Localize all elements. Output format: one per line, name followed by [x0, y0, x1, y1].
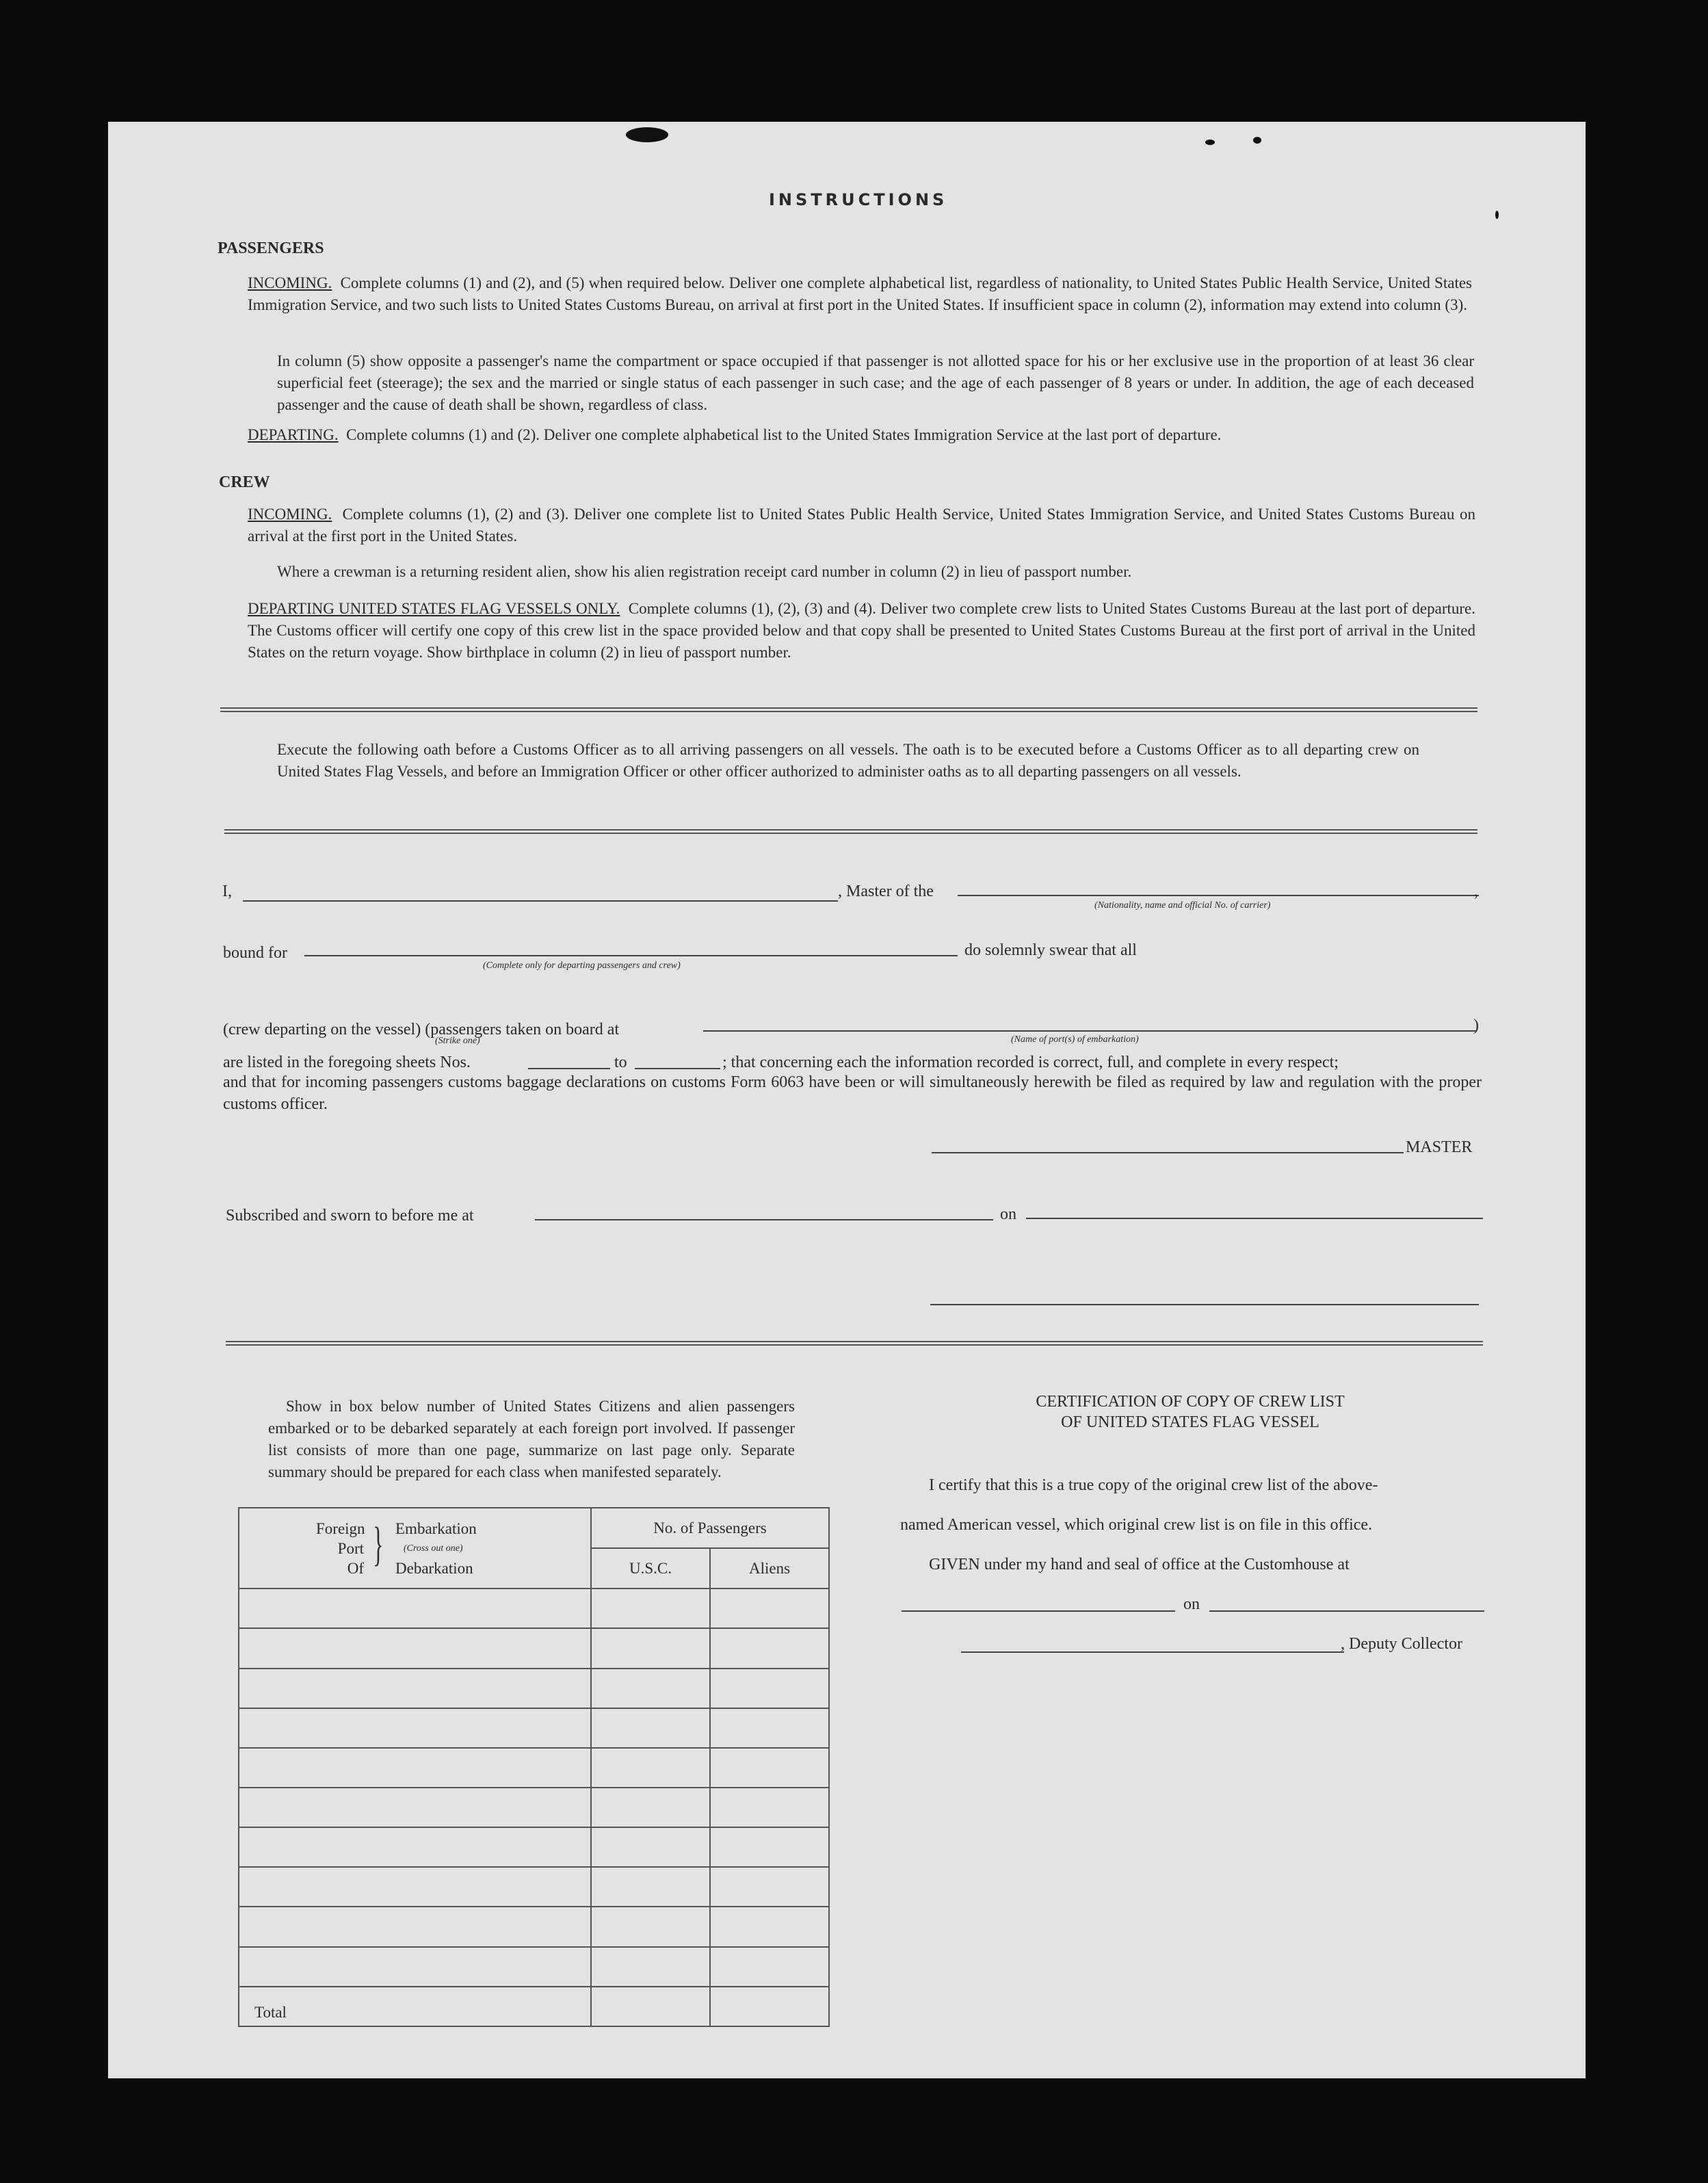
- oath-instruction: [277, 739, 1419, 783]
- aliens-cell[interactable]: [710, 1788, 829, 1827]
- subscribed-label: Subscribed and sworn to before me at: [226, 1207, 474, 1225]
- certification-line-3: GIVEN under my hand and seal of office at the Customhouse at: [929, 1556, 1350, 1573]
- crew-incoming: [248, 504, 1475, 547]
- divider: [226, 1341, 1483, 1346]
- aliens-cell[interactable]: [710, 1628, 829, 1668]
- passengers-incoming: [248, 272, 1472, 316]
- table-row: [239, 1589, 829, 1628]
- sheet-from-field[interactable]: [528, 1068, 610, 1069]
- usc-cell[interactable]: [591, 1907, 710, 1946]
- usc-cell[interactable]: [591, 1947, 710, 1987]
- aliens-cell[interactable]: [710, 1827, 829, 1867]
- resident-text: Where a crewman is a returning resident alien, show his alien registration receipt card number in column (2) in lieu of passport number.: [277, 563, 1132, 580]
- listed-rest: ; that concerning each the information recorded is correct, full, and complete in every respect;: [722, 1054, 1339, 1071]
- port-cell[interactable]: [239, 1827, 591, 1867]
- tear-mark: [626, 127, 668, 142]
- nationality-note: (Nationality, name and official No. of carrier): [1094, 900, 1271, 911]
- crew-heading: CREW: [219, 473, 270, 491]
- close-paren: ): [1473, 1017, 1479, 1034]
- foreign-label: Foreign: [316, 1520, 365, 1538]
- subscribed-date-field[interactable]: [1026, 1218, 1483, 1219]
- subscribed-place-field[interactable]: [535, 1219, 993, 1220]
- certification-title-1: CERTIFICATION OF COPY OF CREW LIST: [1036, 1393, 1345, 1411]
- master-label: MASTER: [1406, 1138, 1473, 1156]
- crew-departing-text: (crew departing on the vessel) (passengers taken on board at: [223, 1021, 620, 1038]
- on-label: on: [1000, 1205, 1016, 1223]
- crew-resident: [277, 561, 1474, 583]
- port-cell[interactable]: [239, 1628, 591, 1668]
- table-row: [239, 1669, 829, 1708]
- certification-title-2: OF UNITED STATES FLAG VESSEL: [1061, 1413, 1319, 1431]
- debarkation-label: Debarkation: [395, 1560, 473, 1578]
- port-field[interactable]: [703, 1030, 1476, 1032]
- crew-departing-text: Complete columns (1), (2), (3) and (4). Deliver two complete crew lists to United States Customs Bureau at the last port of departure. The Customs officer will certify one copy of this crew list in the space provided below and that copy shall be presented to United States Customs Bureau at the first port of arrival in the United States on the return voyage. Show birthplace in column (2) in lieu of passport number.: [248, 600, 1476, 661]
- port-label: Port: [337, 1540, 364, 1558]
- table-row: [239, 1708, 829, 1748]
- aliens-cell[interactable]: [710, 1907, 829, 1946]
- cross-out-note: (Cross out one): [404, 1543, 463, 1554]
- usc-total-cell[interactable]: [591, 1987, 710, 2026]
- certification-line-1: I certify that this is a true copy of the original crew list of the above-: [929, 1476, 1378, 1494]
- usc-cell[interactable]: [591, 1628, 710, 1668]
- table-row: [239, 1947, 829, 1987]
- usc-cell[interactable]: [591, 1708, 710, 1748]
- aliens-cell[interactable]: [710, 1867, 829, 1907]
- crew-incoming-text: Complete columns (1), (2) and (3). Deliver one complete list to United States Public Health Service, United States Immigration Service, and United States Customs Bureau on arrival at the first port in the United States.: [248, 506, 1475, 545]
- speck: [1205, 140, 1215, 145]
- listed-prefix: are listed in the foregoing sheets Nos.: [223, 1054, 471, 1071]
- bound-for-field[interactable]: [304, 955, 958, 956]
- port-cell[interactable]: [239, 1867, 591, 1907]
- listed-cont: and that for incoming passengers customs baggage declarations on customs Form 6063 have been or will simultaneously herewith be filed as required by law and regulation with the proper customs officer.: [223, 1073, 1482, 1113]
- total-row: [239, 1987, 829, 2026]
- table-row: [239, 1628, 829, 1668]
- port-cell[interactable]: [239, 1788, 591, 1827]
- port-cell[interactable]: [239, 1907, 591, 1946]
- usc-cell[interactable]: [591, 1748, 710, 1788]
- brace-icon: }: [373, 1518, 384, 1571]
- port-cell[interactable]: [239, 1589, 591, 1628]
- strike-one-note: (Strike one): [435, 1036, 480, 1046]
- comma: ,: [1474, 883, 1478, 900]
- passengers-departing: [248, 424, 1472, 446]
- table-row: [239, 1748, 829, 1788]
- cert-date-field[interactable]: [1209, 1610, 1484, 1612]
- table-row: [239, 1788, 829, 1827]
- officer-signature-line[interactable]: [930, 1304, 1479, 1305]
- aliens-cell[interactable]: [710, 1748, 829, 1788]
- port-cell[interactable]: [239, 1947, 591, 1987]
- crew-departing-label: DEPARTING UNITED STATES FLAG VESSELS ONLY.: [248, 600, 620, 617]
- divider: [220, 707, 1477, 712]
- deputy-signature-line[interactable]: [961, 1651, 1344, 1653]
- departing-label: DEPARTING.: [248, 426, 339, 443]
- divider: [224, 829, 1477, 834]
- complete-only-note: (Complete only for departing passengers and crew): [483, 960, 681, 971]
- aliens-total-cell[interactable]: [710, 1987, 829, 2026]
- port-cell[interactable]: [239, 1708, 591, 1748]
- aliens-header: Aliens: [710, 1548, 829, 1589]
- departing-text: Complete columns (1) and (2). Deliver one complete alphabetical list to the United States Immigration Service at the last port of departure.: [346, 426, 1222, 443]
- cert-on-label: on: [1183, 1595, 1200, 1613]
- page-title: INSTRUCTIONS: [769, 190, 948, 209]
- table-row: [239, 1867, 829, 1907]
- passengers-heading: PASSENGERS: [218, 239, 324, 257]
- summary-instruction: [268, 1396, 795, 1483]
- master-name-field[interactable]: [243, 900, 838, 902]
- speck: [1253, 137, 1261, 144]
- crew-incoming-label: INCOMING.: [248, 506, 332, 523]
- bound-for-label: bound for: [223, 944, 287, 962]
- usc-cell[interactable]: [591, 1827, 710, 1867]
- speck: [1495, 211, 1499, 219]
- usc-cell[interactable]: [591, 1669, 710, 1708]
- aliens-cell[interactable]: [710, 1589, 829, 1628]
- port-cell[interactable]: [239, 1748, 591, 1788]
- port-cell[interactable]: [239, 1669, 591, 1708]
- master-signature-line[interactable]: [932, 1152, 1404, 1153]
- oath-instruction-text: Execute the following oath before a Customs Officer as to all arriving passengers on all vessels. The oath is to be executed before a Customs Officer as to all departing crew on United States Flag Vessels, and before an Immigration Officer or other officer authorized to administer oaths as to all departing passengers on all vessels.: [277, 741, 1419, 780]
- usc-header: U.S.C.: [591, 1548, 710, 1589]
- usc-cell[interactable]: [591, 1589, 710, 1628]
- table-row: [239, 1827, 829, 1867]
- certification-line-2: named American vessel, which original crew list is on file in this office.: [900, 1516, 1373, 1534]
- aliens-cell[interactable]: [710, 1947, 829, 1987]
- passenger-summary-table: [238, 1507, 830, 2027]
- deputy-collector-label: , Deputy Collector: [1341, 1635, 1462, 1653]
- summary-instruction-text: Show in box below number of United States Citizens and alien passengers embarked or to be debarked separately at each foreign port involved. If passenger list consists of more than one page, summarize on last page only. Separate summary should be prepared for each class when manifested separately.: [268, 1398, 795, 1480]
- to-label: to: [614, 1054, 627, 1071]
- sheet-to-field[interactable]: [635, 1068, 720, 1069]
- total-label: Total: [239, 1987, 591, 2026]
- carrier-field[interactable]: [958, 895, 1479, 896]
- usc-cell[interactable]: [591, 1788, 710, 1827]
- column5-text: In column (5) show opposite a passenger's name the compartment or space occupied if that passenger is not allotted space for his or her exclusive use in the proportion of at least 36 clear superficial feet (steerage); the sex and the married or single status of each passenger in such case; and the age of each passenger of 8 years or under. In addition, the age of each deceased passenger and the cause of death shall be shown, regardless of class.: [277, 352, 1474, 413]
- incoming-text: Complete columns (1) and (2), and (5) when required below. Deliver one complete alphabetical list, regardless of nationality, to United States Public Health Service, United States Immigration Service, and two such lists to United States Customs Bureau, on arrival at first port in the United States. If insufficient space in column (2), information may extend into column (3).: [248, 274, 1472, 313]
- master-of-the-label: , Master of the: [838, 883, 934, 900]
- embarkation-label: Embarkation: [395, 1520, 477, 1538]
- customhouse-field[interactable]: [902, 1610, 1175, 1612]
- port-header: [239, 1508, 591, 1589]
- no-passengers-header: No. of Passengers: [591, 1508, 829, 1548]
- of-label: Of: [347, 1560, 364, 1578]
- ports-note: (Name of port(s) of embarkation): [1011, 1034, 1139, 1045]
- aliens-cell[interactable]: [710, 1669, 829, 1708]
- i-label: I,: [222, 883, 232, 900]
- incoming-label: INCOMING.: [248, 274, 332, 291]
- table-row: [239, 1907, 829, 1946]
- swear-text: do solemnly swear that all: [964, 941, 1137, 959]
- passengers-column5: [277, 350, 1474, 416]
- usc-cell[interactable]: [591, 1867, 710, 1907]
- crew-departing: [248, 598, 1475, 664]
- aliens-cell[interactable]: [710, 1708, 829, 1748]
